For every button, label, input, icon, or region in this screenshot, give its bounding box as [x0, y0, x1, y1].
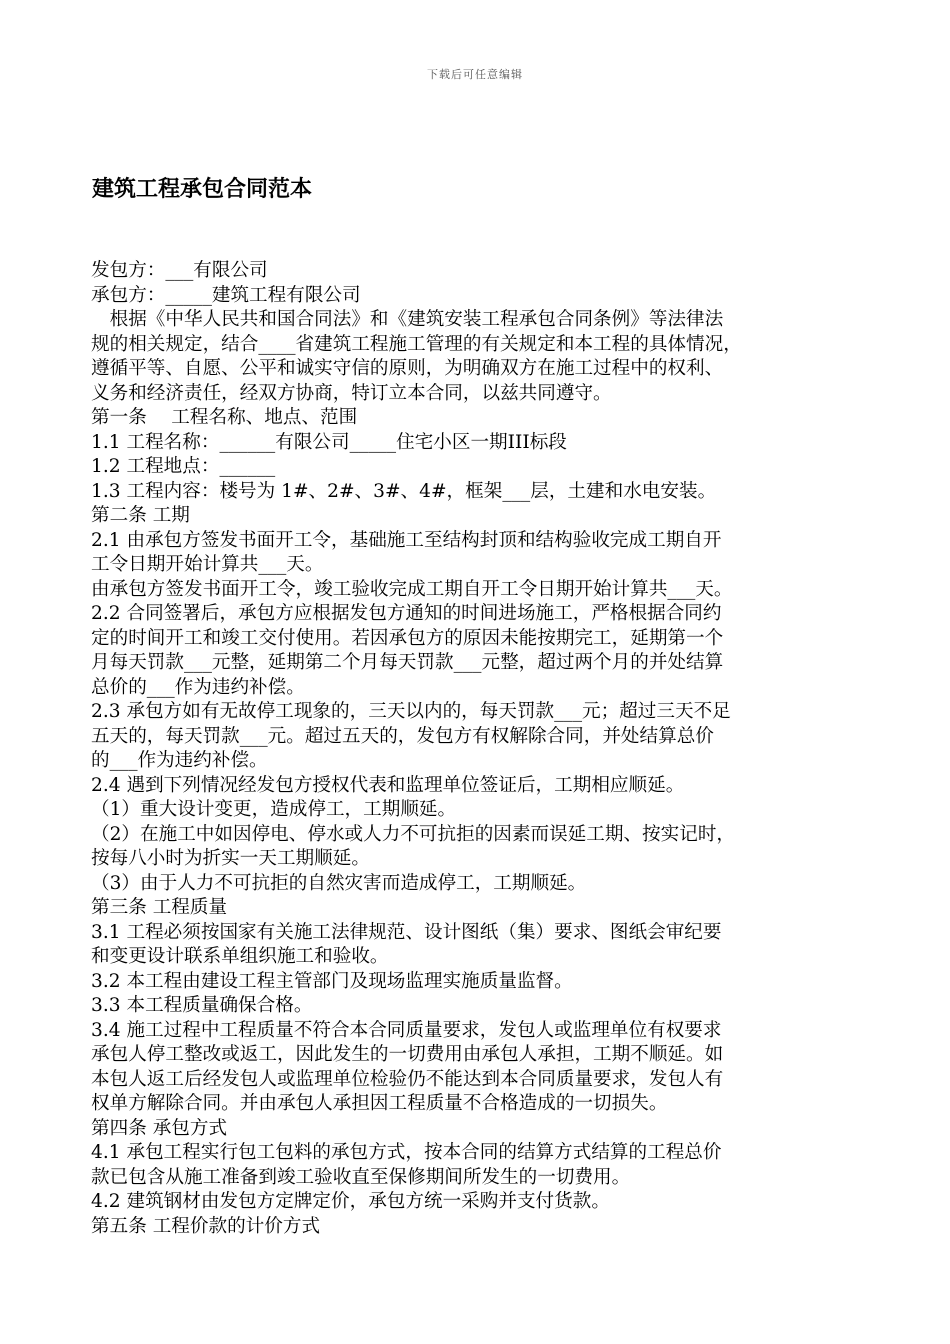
text-line: 1.1 工程名称：______有限公司_____住宅小区一期III标段: [91, 431, 567, 453]
section-heading: 第一条 工程名称、地点、范围: [91, 407, 358, 428]
text-line: 定的时间开工和竣工交付使用。若因承包方的原因未能按期完工，延期第一个: [91, 627, 724, 649]
text-line: 2.4 遇到下列情况经发包方授权代表和监理单位签证后，工期相应顺延。: [91, 774, 685, 796]
text-line: 义务和经济责任，经双方协商，特订立本合同，以兹共同遵守。: [91, 382, 612, 404]
text-line: 4.2 建筑钢材由发包方定牌定价，承包方统一采购并支付货款。: [91, 1191, 610, 1212]
page-header-note: 下载后可任意编辑: [427, 68, 523, 81]
text-line: 权单方解除合同。并由承包人承担因工程质量不合格造成的一切损失。: [91, 1093, 668, 1114]
text-line: 承包人停工整改或返工，因此发生的一切费用由承包人承担，工期不顺延。如: [91, 1044, 724, 1065]
text-line: 五天的，每天罚款___元。超过五天的，发包方有权解除合同，并处结算总价: [91, 725, 714, 747]
text-line: （3）由于人力不可抗拒的自然灾害而造成停工，工期顺延。: [91, 872, 587, 894]
text-line: 的___作为违约补偿。: [91, 750, 268, 771]
text-line: 3.3 本工程质量确保合格。: [91, 995, 313, 1016]
text-line: 3.1 工程必须按国家有关施工法律规范、设计图纸（集）要求、图纸会审纪要: [91, 921, 722, 943]
section-heading: 第三条 工程质量: [91, 897, 228, 918]
text-line: 2.2 合同签署后，承包方应根据发包方通知的时间进场施工，严格根据合同约: [91, 603, 722, 624]
text-line: 按每八小时为折实一天工期顺延。: [91, 848, 370, 869]
text-line: 月每天罚款___元整，延期第二个月每天罚款___元整，超过两个月的并处结算: [91, 652, 724, 673]
section-heading: 第五条 工程价款的计价方式: [91, 1215, 321, 1237]
text-line: 2.3 承包方如有无故停工现象的，三天以内的，每天罚款___元；超过三天不足: [91, 701, 731, 722]
text-line: 款已包含从施工准备到竣工验收直至保修期间所发生的一切费用。: [91, 1166, 631, 1188]
text-line: 遵循平等、自愿、公平和诚实守信的原则，为明确双方在施工过程中的权利、: [91, 358, 724, 379]
text-line: 和变更设计联系单组织施工和验收。: [91, 946, 389, 967]
text-line: 发包方：___有限公司: [91, 260, 268, 281]
document-title: 建筑工程承包合同范本: [92, 177, 313, 202]
text-line: 总价的___作为违约补偿。: [91, 676, 305, 698]
text-line: 2.1 由承包方签发书面开工令，基础施工至结构封顶和结构验收完成工期自开: [91, 529, 722, 551]
text-line: 3.4 施工过程中工程质量不符合本合同质量要求，发包人或监理单位有权要求: [91, 1019, 722, 1041]
section-heading: 第四条 承包方式: [91, 1117, 228, 1139]
text-line: 规的相关规定，结合____省建筑工程施工管理的有关规定和本工程的具体情况，: [91, 333, 742, 355]
text-line: 3.2 本工程由建设工程主管部门及现场监理实施质量监督。: [91, 970, 573, 992]
text-line: 承包方：_____建筑工程有限公司: [91, 284, 361, 306]
text-line: 1.2 工程地点：______: [91, 456, 276, 477]
text-line: （2）在施工中如因停电、停水或人力不可抗拒的因素而误延工期、按实记时，: [91, 823, 736, 845]
text-line: 4.1 承包工程实行包工包料的承包方式，按本合同的结算方式结算的工程总价: [91, 1142, 722, 1163]
section-heading: 第二条 工期: [91, 505, 190, 526]
contract-body: [91, 259, 871, 1239]
text-line: 由承包方签发书面开工令，竣工验收完成工期自开工令日期开始计算共___天。: [91, 578, 733, 600]
text-line: 工令日期开始计算共___天。: [91, 554, 324, 575]
text-line: （1）重大设计变更，造成停工，工期顺延。: [91, 799, 457, 820]
text-line: 1.3 工程内容：楼号为 1#、2#、3#、4#，框架___层，土建和水电安装。: [91, 480, 717, 502]
text-line: 本包人返工后经发包人或监理单位检验仍不能达到本合同质量要求，发包人有: [91, 1068, 724, 1090]
text-line: 根据《中华人民共和国合同法》和《建筑安装工程承包合同条例》等法律法: [91, 309, 724, 330]
